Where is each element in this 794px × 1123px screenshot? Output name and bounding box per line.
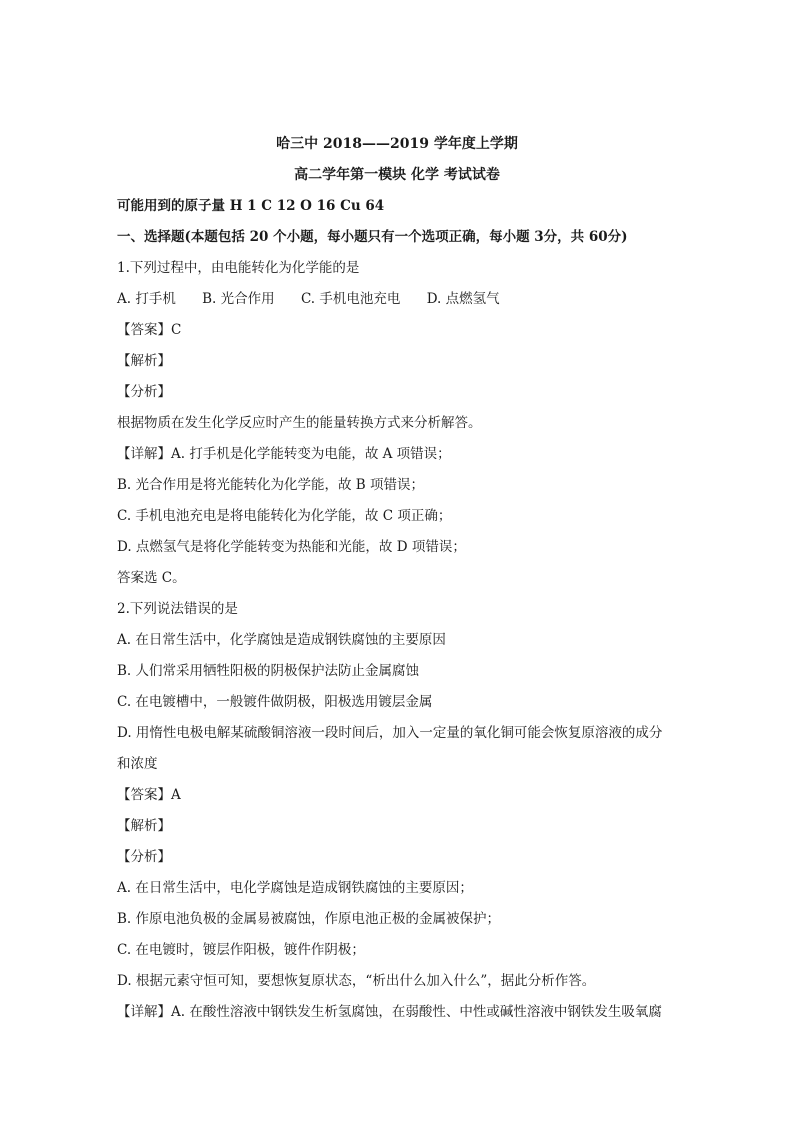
exam-subtitle: 高二学年第一模块 化学 考试试卷 xyxy=(294,167,500,183)
q1-fenxi-label: 【分析】 xyxy=(117,384,171,400)
q1-option-d: D. 点燃氢气 xyxy=(426,291,500,307)
q1-option-b: B. 光合作用 xyxy=(202,291,275,307)
q1-option-a: A. 打手机 xyxy=(117,291,176,307)
q2-option-c: C. 在电镀槽中，一般镀件做阴极，阳极选用镀层金属 xyxy=(117,694,433,710)
q1-detail-a: 【详解】A. 打手机是化学能转变为电能，故 A 项错误； xyxy=(117,446,451,462)
section-heading: 一、选择题(本题包括 20 个小题，每小题只有一个选项正确，每小题 3分，共 60分) xyxy=(117,229,628,245)
exam-title: 哈三中 2018——2019 学年度上学期 xyxy=(276,136,518,152)
question-1-stem: 1.下列过程中，由电能转化为化学能的是 xyxy=(117,260,360,276)
q2-fenxi-b: B. 作原电池负极的金属易被腐蚀，作原电池正极的金属被保护； xyxy=(117,911,501,927)
q1-option-c: C. 手机电池充电 xyxy=(300,291,401,307)
q1-detail-d: D. 点燃氢气是将化学能转变为热能和光能，故 D 项错误； xyxy=(117,539,466,555)
q2-fenxi-label: 【分析】 xyxy=(117,849,171,865)
question-2-stem: 2.下列说法错误的是 xyxy=(117,601,238,617)
atomic-masses: 可能用到的原子量 H 1 C 12 O 16 Cu 64 xyxy=(117,198,385,214)
q1-detail-b: B. 光合作用是将光能转化为化学能，故 B 项错误； xyxy=(117,477,425,493)
q1-jiexi-label: 【解析】 xyxy=(117,353,171,369)
q1-fenxi-text: 根据物质在发生化学反应时产生的能量转换方式来分析解答。 xyxy=(117,415,482,431)
q2-jiexi-label: 【解析】 xyxy=(117,818,171,834)
q1-answer: 【答案】C xyxy=(117,322,182,338)
q2-option-d-line2: 和浓度 xyxy=(117,756,158,772)
q2-option-b: B. 人们常采用牺牲阳极的阴极保护法防止金属腐蚀 xyxy=(117,663,420,679)
q2-option-d-line1: D. 用惰性电极电解某硫酸铜溶液一段时间后，加入一定量的氧化铜可能会恢复原溶液的成分 xyxy=(117,725,663,741)
q1-conclusion: 答案选 C。 xyxy=(117,570,186,586)
q2-fenxi-a: A. 在日常生活中，电化学腐蚀是造成钢铁腐蚀的主要原因； xyxy=(117,880,473,896)
q2-answer: 【答案】A xyxy=(117,787,181,803)
q2-option-a: A. 在日常生活中，化学腐蚀是造成钢铁腐蚀的主要原因 xyxy=(117,632,446,648)
q2-fenxi-c: C. 在电镀时，镀层作阳极，镀件作阴极； xyxy=(117,942,365,958)
q2-fenxi-d: D. 根据元素守恒可知，要想恢复原状态，“析出什么加入什么”，据此分析作答。 xyxy=(117,973,596,989)
q2-detail-a: 【详解】A. 在酸性溶液中钢铁发生析氢腐蚀，在弱酸性、中性或碱性溶液中钢铁发生吸氧腐 xyxy=(117,1004,662,1020)
q1-detail-c: C. 手机电池充电是将电能转化为化学能，故 C 项正确； xyxy=(117,508,452,524)
question-1-options xyxy=(117,290,687,308)
